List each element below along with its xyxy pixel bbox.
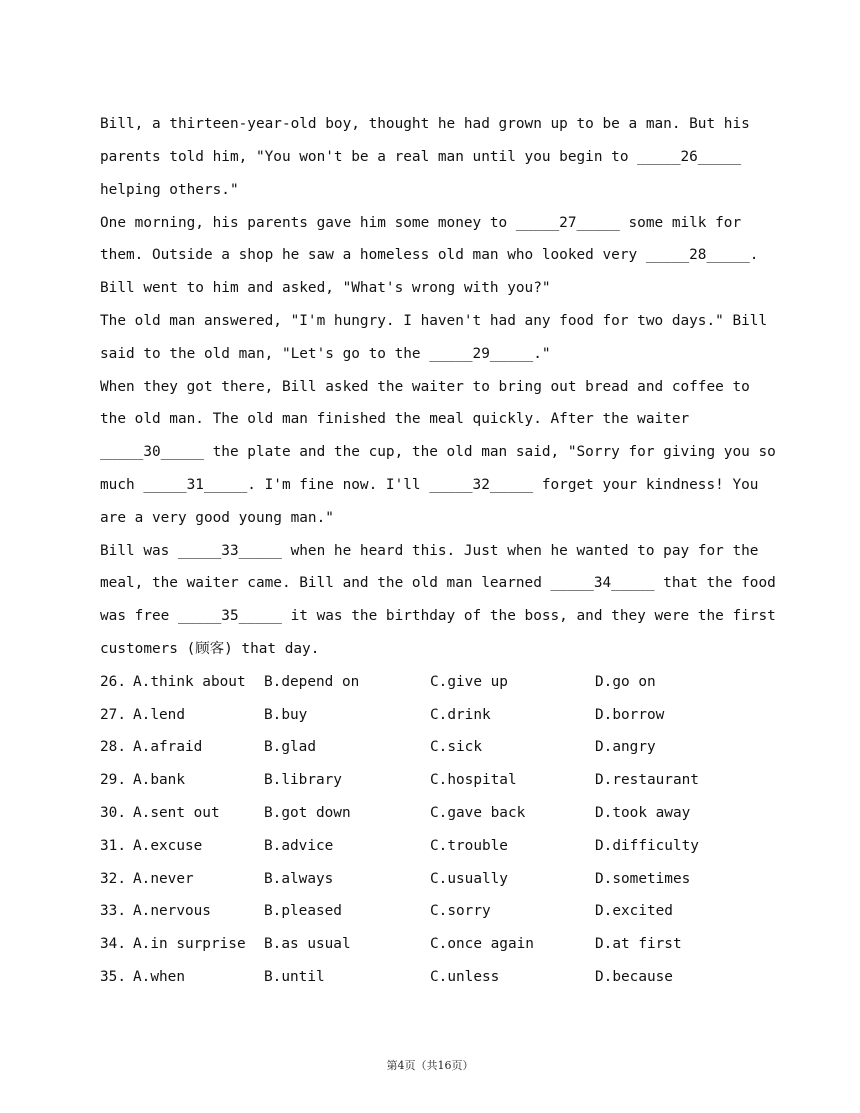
- option-b: B.library: [264, 772, 342, 788]
- passage-line-4: One morning, his parents gave him some money to _____27_____ some milk for: [100, 215, 742, 231]
- passage-line-15: meal, the waiter came. Bill and the old man learned _____34_____ that the food: [100, 575, 776, 591]
- option-b: B.until: [264, 969, 325, 985]
- question-row: [100, 836, 800, 856]
- option-c: C.usually: [430, 871, 508, 887]
- passage-line-17: customers (顾客) that day.: [100, 641, 320, 657]
- option-b: B.got down: [264, 805, 351, 821]
- question-number: 35.: [100, 969, 126, 985]
- question-row: [100, 770, 800, 790]
- option-a: A.nervous: [133, 903, 211, 919]
- option-a: A.afraid: [133, 739, 203, 755]
- question-number: 26.: [100, 674, 126, 690]
- passage-line-14: Bill was _____33_____ when he heard this. Just when he wanted to pay for the: [100, 543, 759, 559]
- question-row: [100, 672, 800, 692]
- page-footer: 第4页（共16页）: [386, 1059, 474, 1072]
- question-row: [100, 705, 800, 725]
- option-c: C.hospital: [430, 772, 517, 788]
- option-b: B.pleased: [264, 903, 342, 919]
- option-d: D.borrow: [595, 707, 665, 723]
- passage-line-9: When they got there, Bill asked the waiter to bring out bread and coffee to: [100, 379, 750, 395]
- passage-line-10: the old man. The old man finished the meal quickly. After the waiter: [100, 411, 690, 427]
- option-d: D.took away: [595, 805, 691, 821]
- option-c: C.sorry: [430, 903, 491, 919]
- passage-line-16: was free _____35_____ it was the birthday of the boss, and they were the first: [100, 608, 776, 624]
- option-d: D.difficulty: [595, 838, 699, 854]
- passage-line-1: Bill, a thirteen-year-old boy, thought he had grown up to be a man. But his: [100, 116, 750, 132]
- passage-line-13: are a very good young man.": [100, 510, 334, 526]
- option-b: B.buy: [264, 707, 308, 723]
- option-d: D.excited: [595, 903, 673, 919]
- option-b: B.as usual: [264, 936, 351, 952]
- option-d: D.restaurant: [595, 772, 699, 788]
- question-number: 34.: [100, 936, 126, 952]
- question-number: 29.: [100, 772, 126, 788]
- option-c: C.sick: [430, 739, 482, 755]
- option-b: B.glad: [264, 739, 316, 755]
- option-a: A.in surprise: [133, 936, 246, 952]
- option-a: A.when: [133, 969, 185, 985]
- option-a: A.think about: [133, 674, 246, 690]
- option-d: D.because: [595, 969, 673, 985]
- option-b: B.depend on: [264, 674, 360, 690]
- option-d: D.sometimes: [595, 871, 691, 887]
- passage-line-6: Bill went to him and asked, "What's wrong with you?": [100, 280, 551, 296]
- option-b: B.always: [264, 871, 334, 887]
- passage-line-5: them. Outside a shop he saw a homeless old man who looked very _____28_____.: [100, 247, 759, 263]
- option-b: B.advice: [264, 838, 334, 854]
- question-row: [100, 869, 800, 889]
- passage-line-12: much _____31_____. I'm fine now. I'll _____32_____ forget your kindness! You: [100, 477, 759, 493]
- option-c: C.unless: [430, 969, 500, 985]
- question-row: [100, 803, 800, 823]
- passage-line-11: _____30_____ the plate and the cup, the old man said, "Sorry for giving you so: [100, 444, 776, 460]
- option-c: C.once again: [430, 936, 534, 952]
- passage-line-7: The old man answered, "I'm hungry. I haven't had any food for two days." Bill: [100, 313, 768, 329]
- option-a: A.sent out: [133, 805, 220, 821]
- question-row: [100, 934, 800, 954]
- question-row: [100, 737, 800, 757]
- option-d: D.angry: [595, 739, 656, 755]
- passage-line-2: parents told him, "You won't be a real man until you begin to _____26_____: [100, 149, 742, 165]
- passage-line-8: said to the old man, "Let's go to the _____29_____.": [100, 346, 551, 362]
- option-c: C.drink: [430, 707, 491, 723]
- question-number: 27.: [100, 707, 126, 723]
- option-d: D.at first: [595, 936, 682, 952]
- question-number: 33.: [100, 903, 126, 919]
- question-number: 31.: [100, 838, 126, 854]
- question-number: 30.: [100, 805, 126, 821]
- option-a: A.excuse: [133, 838, 203, 854]
- question-row: [100, 901, 800, 921]
- option-c: C.gave back: [430, 805, 526, 821]
- question-number: 28.: [100, 739, 126, 755]
- option-a: A.lend: [133, 707, 185, 723]
- option-a: A.bank: [133, 772, 185, 788]
- option-a: A.never: [133, 871, 194, 887]
- option-c: C.give up: [430, 674, 508, 690]
- question-row: [100, 967, 800, 987]
- question-number: 32.: [100, 871, 126, 887]
- option-d: D.go on: [595, 674, 656, 690]
- option-c: C.trouble: [430, 838, 508, 854]
- passage-line-3: helping others.": [100, 182, 239, 198]
